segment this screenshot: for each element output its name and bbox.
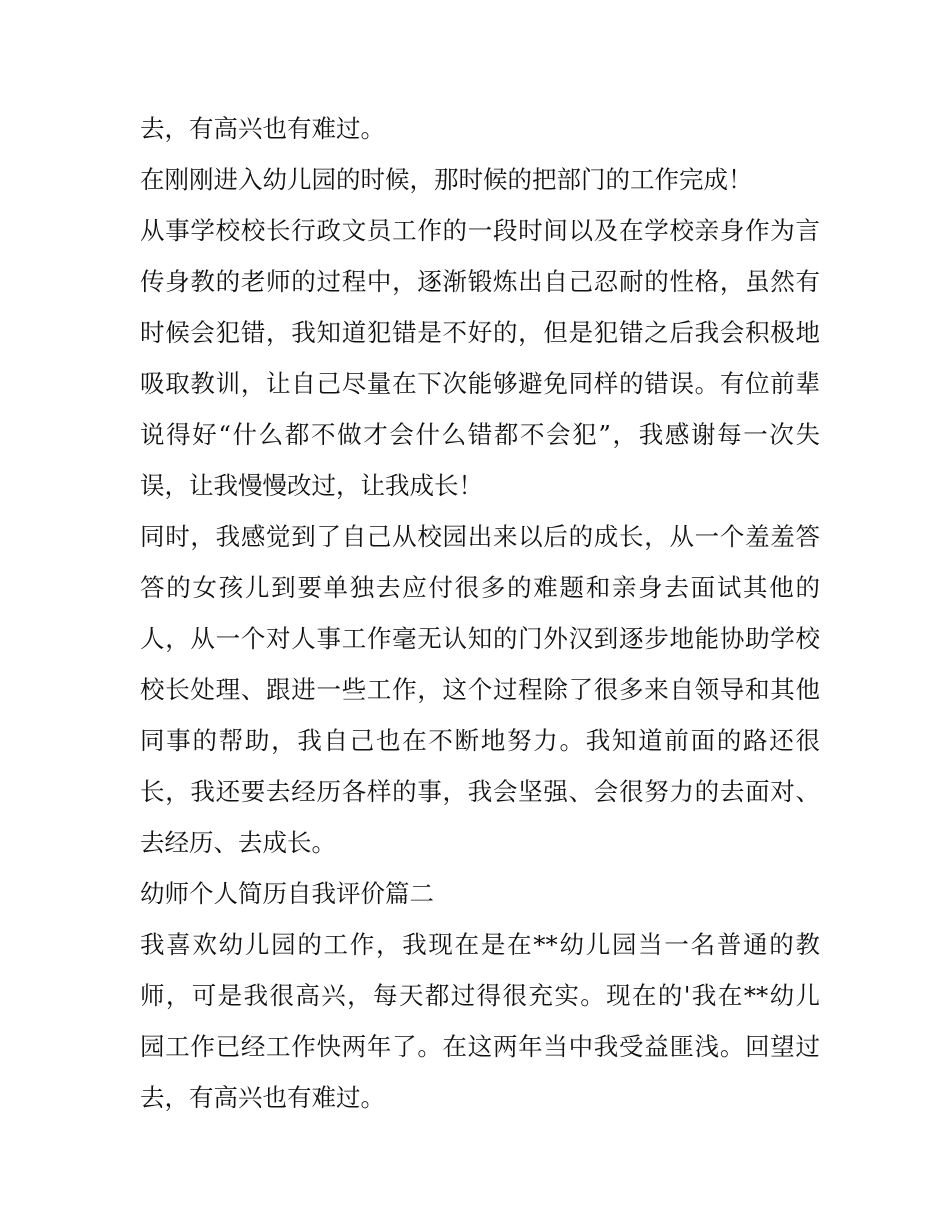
text-line: 长，我还要去经历各样的事，我会坚强、会很努力的去面对、 <box>140 777 820 806</box>
text-line: 人，从一个对人事工作毫无认知的门外汉到逐步地能协助学校 <box>140 624 820 653</box>
text-line: 吸取教训，让自己尽量在下次能够避免同样的错误。有位前辈 <box>140 369 820 398</box>
text-line: 去，有高兴也有难过。 <box>140 1083 385 1112</box>
text-line: 误，让我慢慢改过，让我成长！ <box>140 471 483 500</box>
text-line: 传身教的老师的过程中，逐渐锻炼出自己忍耐的性格，虽然有 <box>140 267 820 296</box>
text-line: 校长处理、跟进一些工作，这个过程除了很多来自领导和其他 <box>140 675 820 704</box>
text-line: 去经历、去成长。 <box>140 828 336 857</box>
text-line: 在刚刚进入幼儿园的时候，那时候的把部门的工作完成！ <box>140 165 753 194</box>
text-line: 答的女孩儿到要单独去应付很多的难题和亲身去面试其他的 <box>140 573 820 602</box>
document-body <box>140 103 820 1123</box>
text-line: 我喜欢幼儿园的工作，我现在是在**幼儿园当一名普通的教 <box>140 930 820 959</box>
text-line: 同时，我感觉到了自己从校园出来以后的成长，从一个羞羞答 <box>140 522 820 551</box>
text-line: 幼师个人简历自我评价篇二 <box>140 879 434 908</box>
text-line: 时候会犯错，我知道犯错是不好的，但是犯错之后我会积极地 <box>140 318 820 347</box>
text-line: 去，有高兴也有难过。 <box>140 114 385 143</box>
text-line: 同事的帮助，我自己也在不断地努力。我知道前面的路还很 <box>140 726 820 755</box>
text-line: 说得好“什么都不做才会什么错都不会犯”，我感谢每一次失 <box>140 420 820 449</box>
text-line: 园工作已经工作快两年了。在这两年当中我受益匪浅。回望过 <box>140 1032 820 1061</box>
text-line: 从事学校校长行政文员工作的一段时间以及在学校亲身作为言 <box>140 216 820 245</box>
text-line: 师，可是我很高兴，每天都过得很充实。现在的'我在**幼儿 <box>140 981 820 1010</box>
